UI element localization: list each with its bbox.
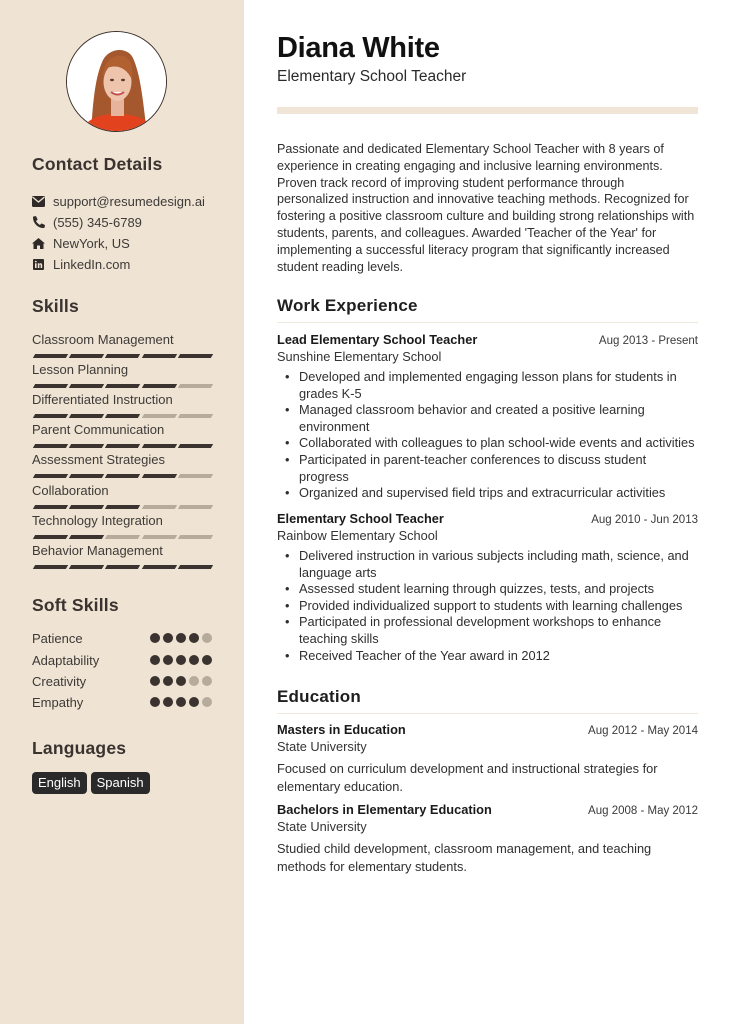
work-experience-heading: Work Experience [277, 296, 698, 323]
contact-phone[interactable] [32, 213, 142, 231]
skill-label: Lesson Planning [32, 362, 129, 377]
soft-skill-item [32, 693, 212, 711]
soft-skill-rating [150, 676, 212, 686]
languages-list [32, 772, 150, 794]
home-icon [32, 237, 45, 250]
job-bullet: • Delivered instruction in various subjects including math, science, and language arts [277, 548, 698, 581]
linkedin-icon [32, 258, 45, 271]
skill-level-bar [32, 565, 212, 570]
skill-level-bar [32, 535, 212, 540]
email-text: support@resumedesign.ai [53, 193, 205, 209]
linkedin-text: LinkedIn.com [53, 256, 131, 272]
contact-heading: Contact Details [32, 154, 163, 174]
soft-skill-rating [150, 655, 212, 665]
phone-text: (555) 345-6789 [53, 214, 142, 230]
education-description: Focused on curriculum development and instructional strategies for elementary education. [277, 761, 658, 794]
skill-level-bar [32, 414, 212, 419]
soft-skill-item [32, 629, 212, 647]
soft-skill-label: Patience [32, 630, 83, 646]
soft-skill-rating [150, 633, 212, 643]
job-role: Elementary School Teacher [277, 511, 444, 526]
degree: Masters in Education [277, 722, 406, 737]
job-role: Lead Elementary School Teacher [277, 332, 478, 347]
header-divider [277, 107, 698, 114]
job-dates: Aug 2013 - Present [598, 335, 698, 347]
skill-label: Parent Communication [32, 422, 165, 437]
education-heading: Education [277, 687, 698, 714]
envelope-icon [32, 195, 45, 208]
soft-skill-item [32, 672, 212, 690]
skill-label: Assessment Strategies [32, 452, 165, 467]
job-org: Sunshine Elementary School [277, 349, 442, 364]
job-bullets [277, 369, 698, 502]
job-bullets [277, 548, 698, 664]
sidebar [0, 0, 244, 1024]
skill-item [32, 422, 212, 449]
languages-heading: Languages [32, 738, 127, 758]
work-entry [277, 511, 698, 664]
soft-skill-rating [150, 697, 212, 707]
job-org: Rainbow Elementary School [277, 528, 438, 543]
skill-level-bar [32, 505, 212, 510]
skill-level-bar [32, 384, 212, 389]
soft-skills-heading: Soft Skills [32, 595, 119, 615]
skill-label: Differentiated Instruction [32, 392, 173, 407]
education-entry [277, 722, 698, 795]
profile-photo [66, 31, 167, 132]
education-dates: Aug 2012 - May 2014 [588, 725, 698, 737]
skill-item [32, 513, 212, 540]
language-tag: English [32, 772, 87, 794]
language-tag: Spanish [91, 772, 150, 794]
job-bullet: • Assessed student learning through quizzes, tests, and projects [277, 581, 698, 598]
skill-item [32, 543, 212, 570]
skill-level-bar [32, 444, 212, 449]
job-bullet: • Participated in parent-teacher conferences to discuss student progress [277, 452, 698, 485]
job-dates: Aug 2010 - Jun 2013 [591, 514, 698, 526]
job-bullet: • Developed and implemented engaging lesson plans for students in grades K-5 [277, 369, 698, 402]
job-bullet: • Provided individualized support to students with learning challenges [277, 598, 698, 615]
job-bullet: • Participated in professional development workshops to enhance teaching skills [277, 614, 698, 647]
school: State University [277, 739, 367, 754]
soft-skill-label: Empathy [32, 694, 84, 710]
skill-label: Collaboration [32, 483, 109, 498]
candidate-title: Elementary School Teacher [277, 68, 467, 85]
contact-linkedin[interactable] [32, 255, 130, 273]
work-entry [277, 332, 698, 502]
candidate-name: Diana White [277, 32, 440, 64]
soft-skill-label: Creativity [32, 673, 87, 689]
skill-item [32, 452, 212, 479]
skill-item [32, 483, 212, 510]
portrait-image [67, 32, 167, 132]
skill-label: Classroom Management [32, 332, 174, 347]
location-text: NewYork, US [53, 235, 130, 251]
skill-item [32, 362, 212, 389]
education-entry [277, 802, 698, 875]
contact-location [32, 234, 130, 252]
degree: Bachelors in Elementary Education [277, 802, 492, 817]
phone-icon [32, 216, 45, 229]
skill-label: Behavior Management [32, 543, 163, 558]
skill-label: Technology Integration [32, 513, 163, 528]
summary-text: Passionate and dedicated Elementary School Teacher with 8 years of experience in creating engaging and inclusive learning environments. Proven track record of improving student performance through personalized instruction and innovative teaching methods. Recognized for fostering a positive classroom culture and building strong relationships with students, parents, and colleagues. Awarded 'Teacher of the Year' for implementing a successful literacy program that significantly increased student reading levels. [277, 142, 695, 274]
job-bullet: • Managed classroom behavior and created a positive learning environment [277, 402, 698, 435]
skill-level-bar [32, 474, 212, 479]
education-dates: Aug 2008 - May 2012 [588, 805, 698, 817]
contact-email[interactable] [32, 192, 205, 210]
job-bullet: • Organized and supervised field trips and extracurricular activities [277, 485, 698, 502]
job-bullet: • Collaborated with colleagues to plan school-wide events and activities [277, 435, 698, 452]
soft-skill-label: Adaptability [32, 652, 100, 668]
skill-item [32, 332, 212, 359]
skills-heading: Skills [32, 296, 79, 316]
skill-item [32, 392, 212, 419]
soft-skill-item [32, 651, 212, 669]
school: State University [277, 819, 367, 834]
job-bullet: • Received Teacher of the Year award in 2012 [277, 648, 698, 665]
skill-level-bar [32, 354, 212, 359]
education-description: Studied child development, classroom management, and teaching methods for elementary students. [277, 841, 652, 874]
